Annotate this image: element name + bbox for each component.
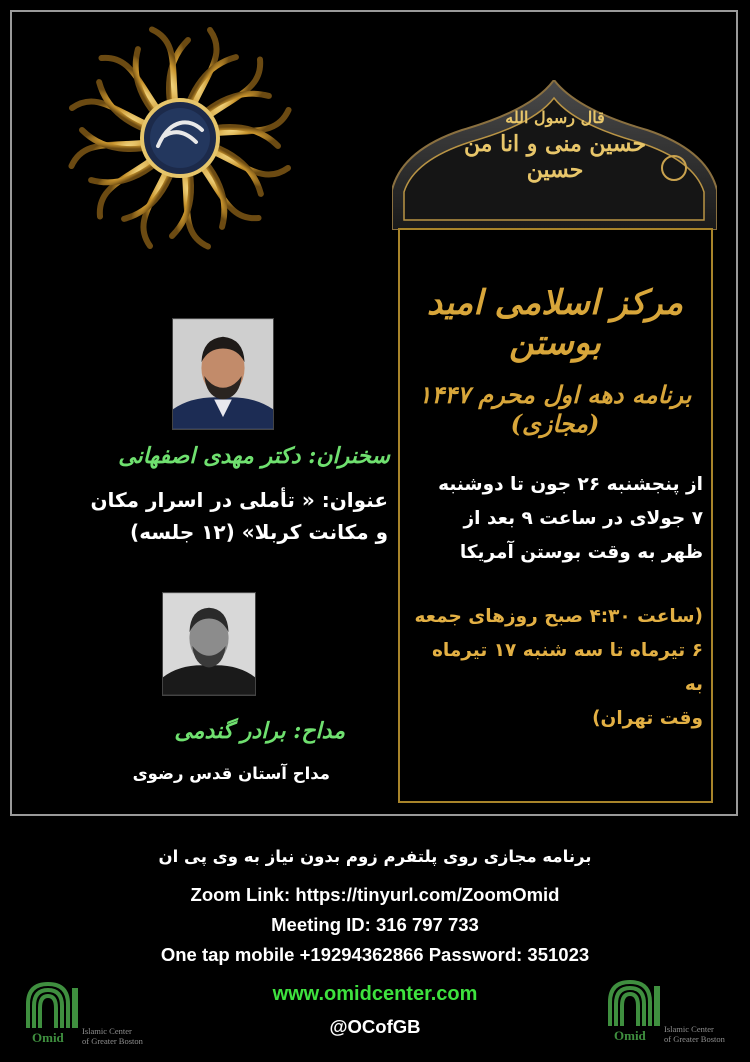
logo-subtitle-2: of Greater Boston xyxy=(664,1034,725,1044)
social-handle[interactable]: @OCofGB xyxy=(329,1016,421,1037)
meeting-id: Meeting ID: 316 797 733 xyxy=(271,914,479,935)
topic-line: عنوان: « تأملی در اسرار مکان xyxy=(90,488,388,512)
website-link[interactable]: www.omidcenter.com xyxy=(272,983,478,1005)
eulogist-name: مداح: برادر گندمی xyxy=(174,718,345,744)
topic-line: و مکانت کربلا» (۱۲ جلسه) xyxy=(130,520,388,544)
schedule-tehran xyxy=(408,600,703,736)
logo-name: Omid xyxy=(614,1028,646,1043)
schedule-line: ظهر به وقت بوستن آمریکا xyxy=(459,542,703,563)
eulogist-photo xyxy=(162,592,256,696)
omid-logo-left xyxy=(22,970,172,1050)
mosque-icon xyxy=(604,968,750,1048)
speaker-name: سخنران: دکتر مهدی اصفهانی xyxy=(118,443,390,469)
one-tap-password: One tap mobile +19294362866 Password: 351023 xyxy=(160,944,590,965)
omid-logo-right xyxy=(604,968,750,1048)
speaker-topic xyxy=(20,484,388,548)
zoom-link[interactable]: Zoom Link: https://tinyurl.com/ZoomOmid xyxy=(190,884,560,905)
schedule-boston xyxy=(408,468,703,570)
schedule-line: ۷ جولای در ساعت ۹ بعد از xyxy=(463,508,703,529)
logo-subtitle-2: of Greater Boston xyxy=(82,1036,143,1046)
program-title: برنامه دهه اول محرم ۱۴۴۷ (مجازی) xyxy=(418,380,692,438)
schedule-line: از پنجشنبه ۲۶ جون تا دوشنبه xyxy=(438,474,703,495)
schedule-line: وقت تهران) xyxy=(592,708,703,729)
arch-line-1: قال رسول الله xyxy=(505,108,605,127)
arch-line-2: حسین منی و انا من حسین xyxy=(463,131,647,183)
arch-calligraphy xyxy=(440,105,670,183)
platform-note: برنامه مجازی روی پلتفرم زوم بدون نیاز به وی پی ان xyxy=(158,847,592,866)
logo-name: Omid xyxy=(32,1030,64,1045)
schedule-line: ۶ تیرماه تا سه شنبه ۱۷ تیرماه به xyxy=(431,640,703,695)
logo-subtitle-1: Islamic Center xyxy=(664,1024,714,1034)
calligraphy-rosette-icon xyxy=(60,18,300,258)
eulogist-subtitle: مداح آستان قدس رضوی xyxy=(132,764,330,783)
logo-subtitle-1: Islamic Center xyxy=(82,1026,132,1036)
mosque-icon xyxy=(22,970,172,1050)
speaker-photo xyxy=(172,318,274,430)
schedule-line: (ساعت ۴:۳۰ صبح روزهای جمعه xyxy=(414,606,703,627)
center-name: مرکز اسلامی امید بوستن xyxy=(426,283,684,363)
